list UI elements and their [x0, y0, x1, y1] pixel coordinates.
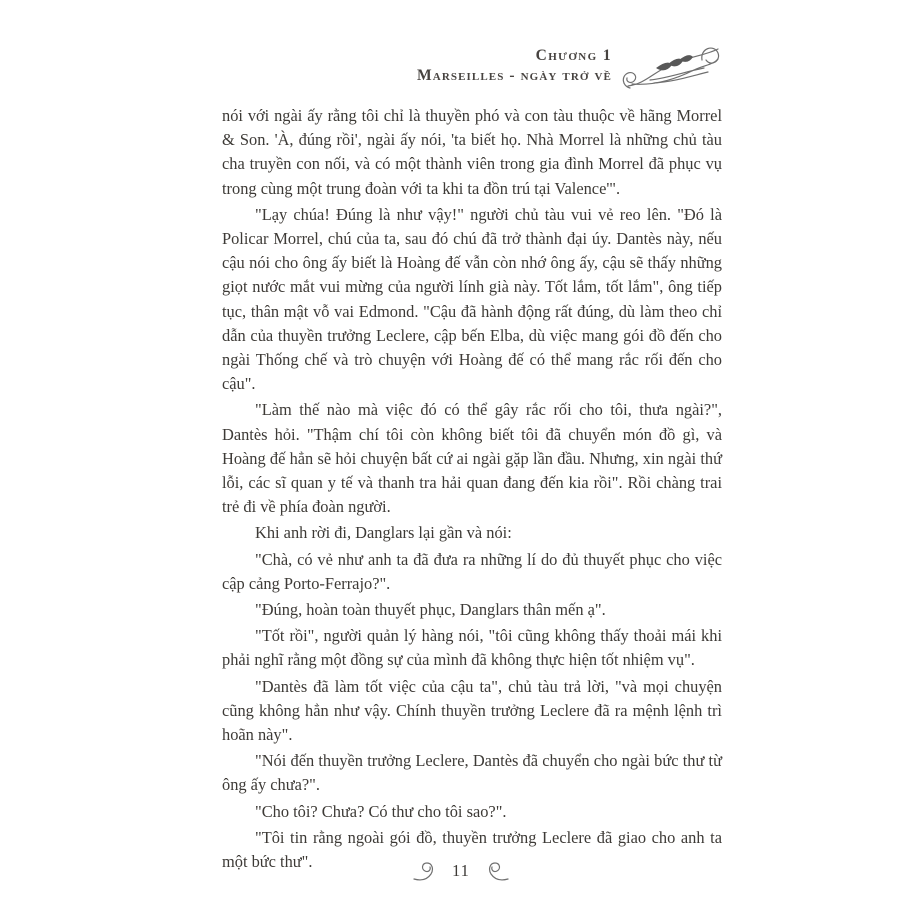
paragraph: "Lạy chúa! Đúng là như vậy!" người chủ tàu vui vẻ reo lên. "Đó là Policar Morrel, chú của ta, sau đó chú đã trở thành đại úy. Dantès này, nếu cậu nói cho ông ấy biết là Hoàng đế vẫn còn nhớ ông ấy, cậu sẽ thấy những giọt nước mắt vui mừng của người lính già này. Tốt lắm, tốt lắm", ông tiếp tục, thân mật vỗ vai Edmond. "Cậu đã hành động rất đúng, dù làm theo chỉ dẫn của thuyền trưởng Leclere, cập bến Elba, dù việc mang gói đồ đến cho ngài Thống chế và trò chuyện với Hoàng đế có thể mang rắc rối đến cho cậu".: [222, 204, 722, 394]
chapter-number: Chương 1: [535, 47, 612, 64]
paragraph: "Cho tôi? Chưa? Có thư cho tôi sao?".: [255, 801, 507, 821]
paragraph: "Đúng, hoàn toàn thuyết phục, Danglars thân mến ạ".: [255, 600, 606, 620]
paragraph: "Làm thế nào mà việc đó có thể gây rắc rối cho tôi, thưa ngài?", Dantès hỏi. "Thậm chí tôi còn không biết tôi đã chuyển món đồ gì, và Hoàng đế hẳn sẽ hỏi chuyện bất cứ ai ngài gặp lần đầu. Nhưng, xin ngài thứ lỗi, các sĩ quan y tế và thanh tra hải quan đang đến kia rồi". Rồi chàng trai trẻ đi về phía đoàn người.: [222, 400, 722, 517]
paragraph: "Nói đến thuyền trưởng Leclere, Dantès đã chuyển cho ngài bức thư từ ông ấy chưa?".: [222, 751, 722, 795]
page-text: [222, 104, 722, 876]
chapter-title: Marseilles - ngày trở về: [417, 67, 612, 84]
page-footer: [0, 860, 922, 882]
paragraph: Khi anh rời đi, Danglars lại gần và nói:: [255, 523, 512, 543]
paragraph: "Chà, có vẻ như anh ta đã đưa ra những lí do đủ thuyết phục cho việc cập cảng Porto-Ferrajo?".: [222, 549, 722, 593]
footer-flourish-left-icon: [413, 860, 443, 882]
footer-flourish-right-icon: [479, 860, 509, 882]
paragraph: "Tốt rồi", người quản lý hàng nói, "tôi cũng không thấy thoải mái khi phải nghĩ rằng một đồng sự của mình đã không thực hiện tốt nhiệm vụ".: [222, 626, 722, 670]
page-number: 11: [452, 861, 470, 880]
paragraph: "Dantès đã làm tốt việc của cậu ta", chủ tàu trả lời, "và mọi chuyện cũng không hẳn như vậy. Chính thuyền trưởng Leclere đã ra mệnh lệnh trì hoãn này".: [222, 676, 722, 745]
paragraph: nói với ngài ấy rằng tôi chỉ là thuyền phó và con tàu thuộc về hãng Morrel & Son. 'À, đúng rồi', ngài ấy nói, 'ta biết họ. Nhà Morrel là những chủ tàu cha truyền con nối, và có một thành viên trong gia đình Morrel đã phục vụ trong cùng một trung đoàn với ta khi ta đồn trú tại Valence'".: [222, 106, 722, 198]
header-flourish-icon: [616, 34, 724, 98]
paragraph: "Tôi tin rằng ngoài gói đồ, thuyền trưởng Leclere đã giao cho anh ta một bức thư".: [222, 827, 722, 872]
chapter-header: [417, 46, 612, 86]
